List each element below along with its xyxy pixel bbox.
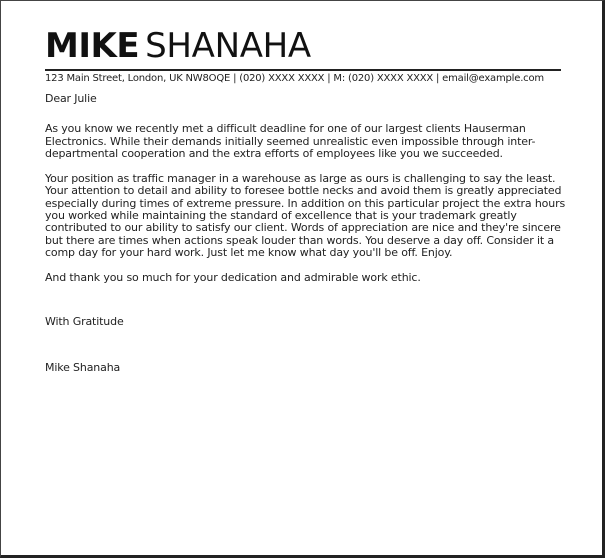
letter-body — [45, 93, 570, 374]
last-name: SHANAHA — [145, 26, 311, 66]
salutation: Dear Julie — [45, 92, 97, 105]
signature: Mike Shanaha — [45, 360, 121, 374]
paragraph-2: Your position as traffic manager in a warehouse as large as ours is challenging to say the least. Your attention to detail and ability to foresee bottle necks and avoid them is greatly appreciated especially during times of extreme pressure. In addition on this particular project the extra hours you worked while maintaining the standard of excellence that is your trademark greatly contributed to our ability to satisfy our client. Words of appreciation are nice and they're sincere but there are times when actions speak louder than words. You deserve a day off. Consider it a comp day for your hard work. Just let me know what day you'll be off. Enjoy. — [45, 172, 566, 259]
paragraph-3: And thank you so much for your dedication and admirable work ethic. — [45, 271, 421, 285]
paragraph-1: As you know we recently met a difficult deadline for one of our largest clients Hauserman Electronics. While their demands initially seemed unrealistic even impossible through inter-departmental cooperation and the extra efforts of employees like you we succeeded. — [45, 122, 536, 160]
first-name: MIKE — [45, 26, 140, 66]
closing: With Gratitude — [45, 314, 124, 328]
contact-line: 123 Main Street, London, UK NW8OQE | (020) XXXX XXXX | M: (020) XXXX XXXX | email@example.com — [45, 73, 544, 84]
header-divider — [45, 69, 561, 71]
letterhead-name — [45, 26, 311, 66]
